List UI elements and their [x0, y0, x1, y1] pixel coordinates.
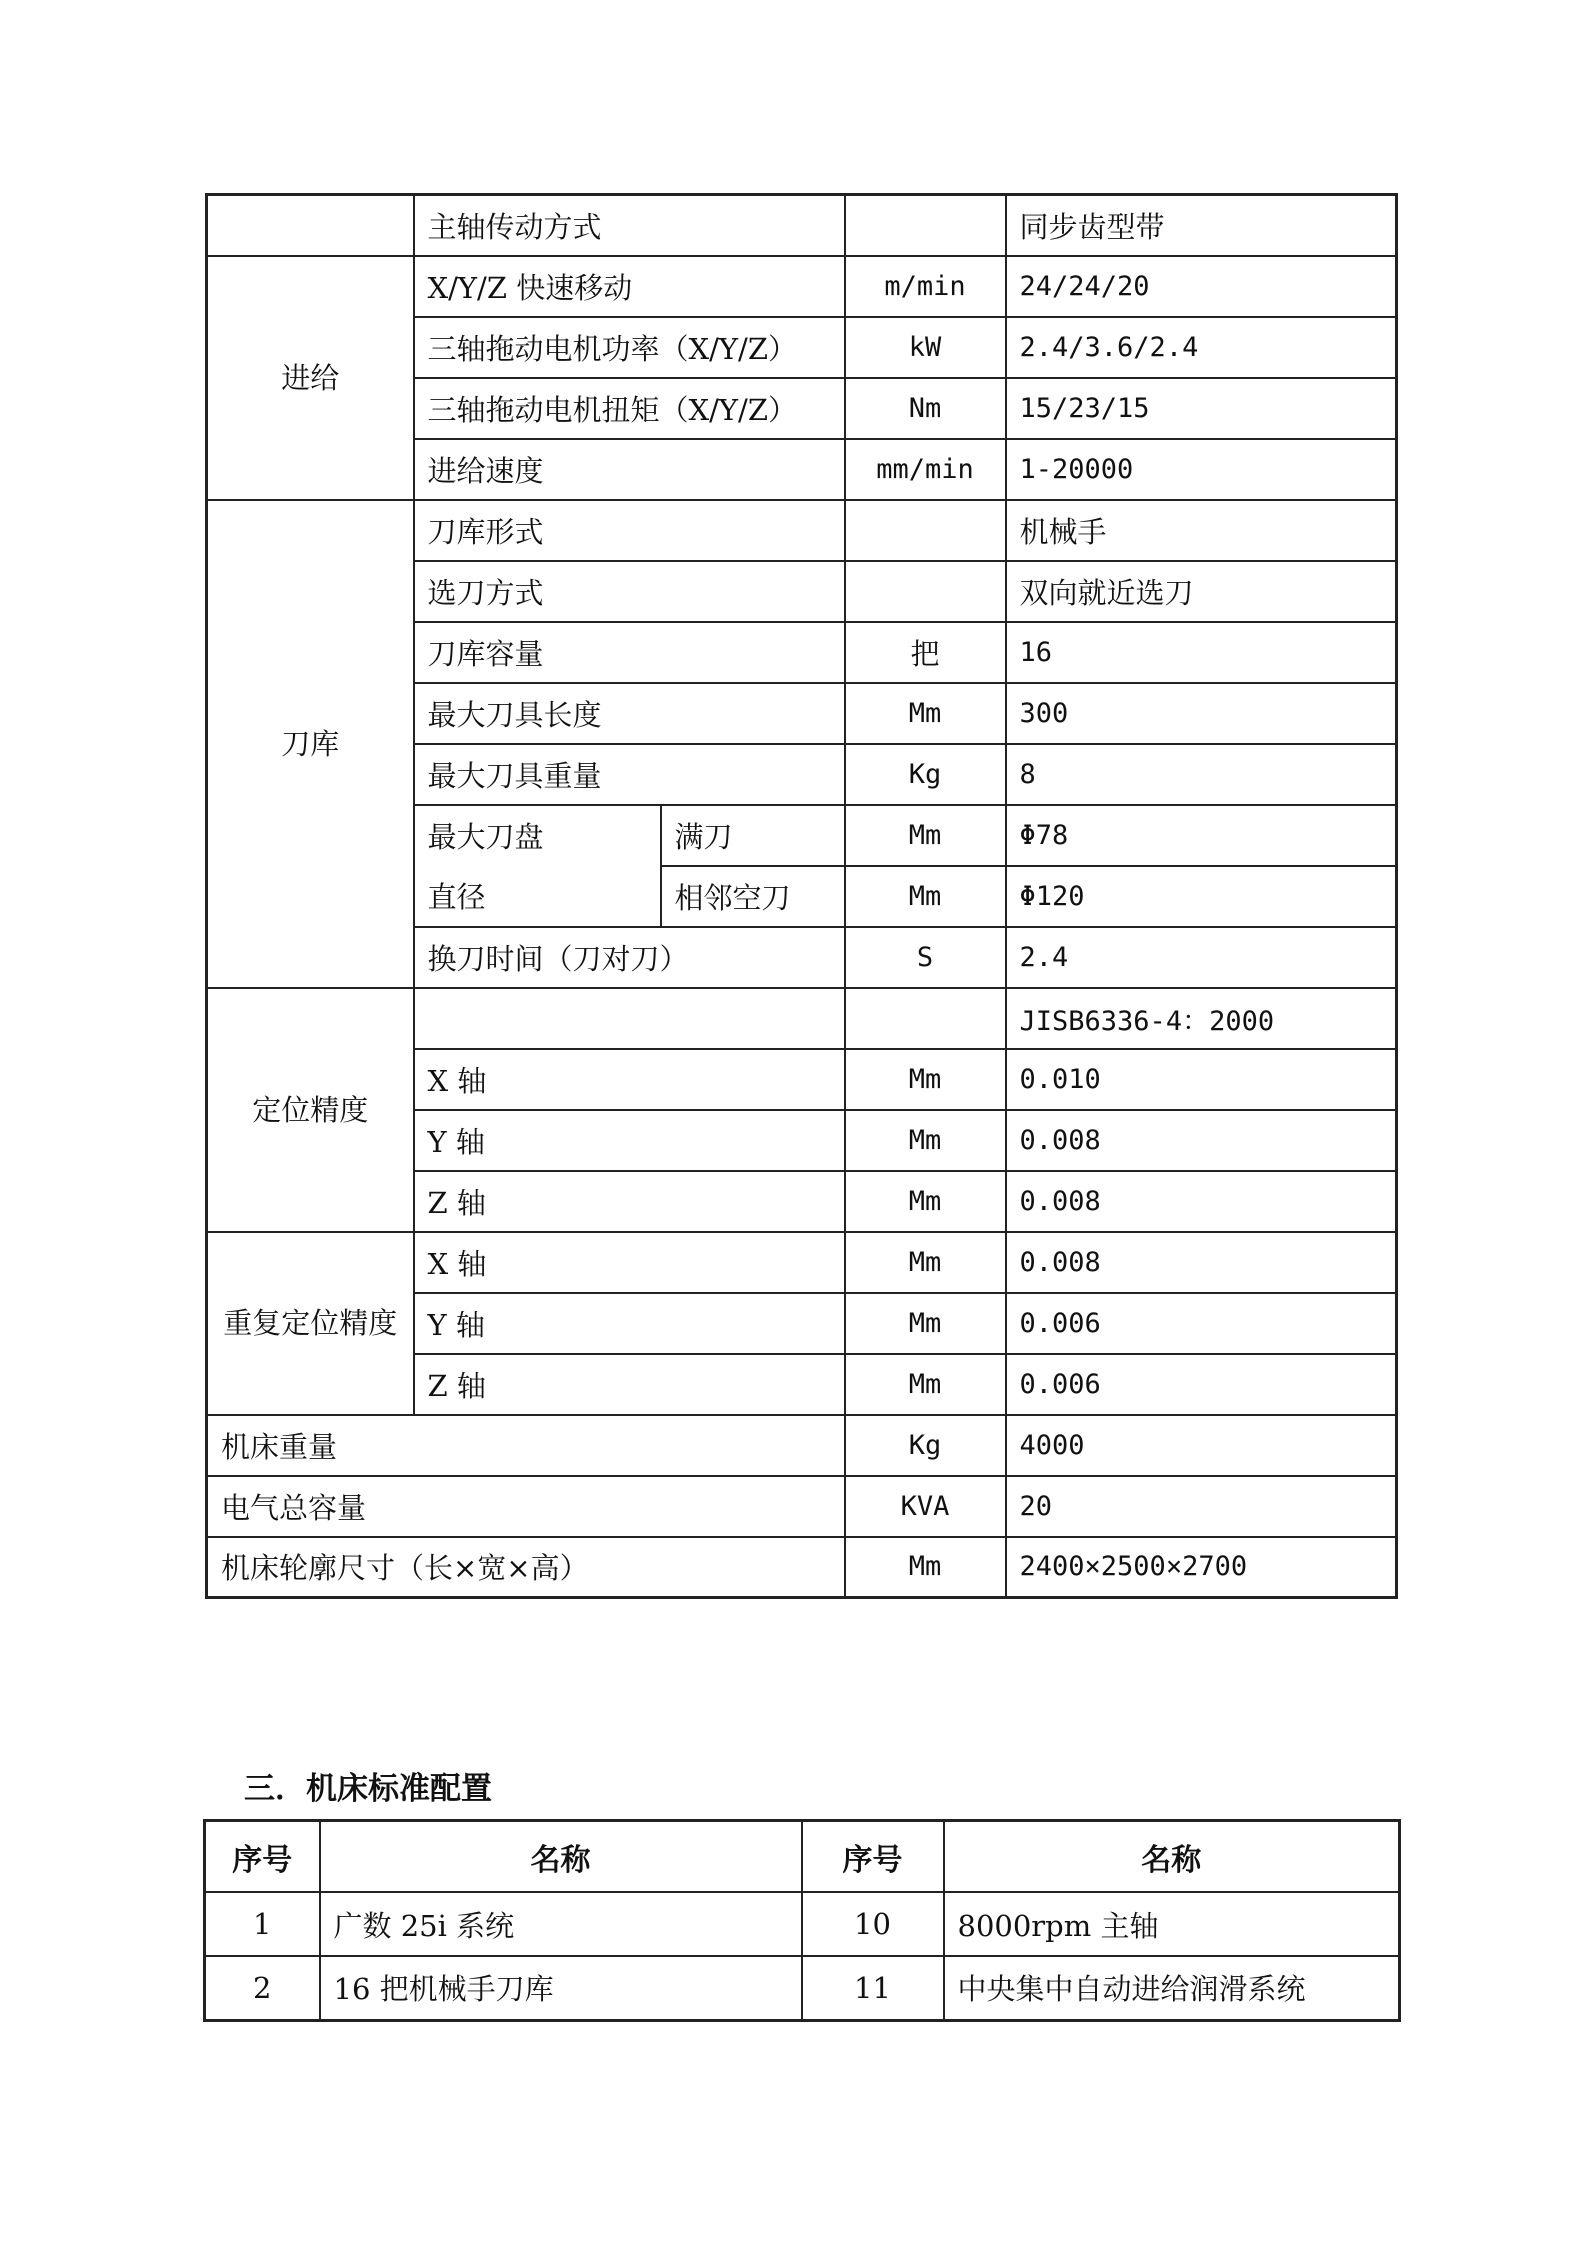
unit-cell: Nm — [845, 378, 1006, 439]
unit-cell: KVA — [845, 1476, 1006, 1537]
no-cell: 11 — [802, 1956, 944, 2020]
unit-cell: Mm — [845, 1171, 1006, 1232]
table-row — [207, 1232, 1397, 1293]
param-cell: 换刀时间（刀对刀） — [414, 927, 845, 988]
unit-cell: S — [845, 927, 1006, 988]
value-cell: 24/24/20 — [1006, 256, 1397, 317]
unit-cell: Mm — [845, 1537, 1006, 1598]
category-feed: 进给 — [207, 256, 414, 500]
param-cell: 刀库形式 — [414, 500, 845, 561]
param-cell: X/Y/Z 快速移动 — [414, 256, 845, 317]
unit-cell: kW — [845, 317, 1006, 378]
category-magazine: 刀库 — [207, 500, 414, 988]
max-dia-label-1: 最大刀盘 — [414, 805, 661, 866]
value-cell: 2400×2500×2700 — [1006, 1537, 1397, 1598]
param-cell: Z 轴 — [414, 1171, 845, 1232]
max-dia-label-2: 直径 — [414, 866, 661, 927]
unit-cell — [845, 988, 1006, 1049]
table-row — [205, 1956, 1400, 2020]
unit-cell: 把 — [845, 622, 1006, 683]
unit-cell: Mm — [845, 1049, 1006, 1110]
value-cell: 0.008 — [1006, 1232, 1397, 1293]
category-repeat: 重复定位精度 — [207, 1232, 414, 1415]
header-name: 名称 — [320, 1821, 802, 1893]
unit-cell: mm/min — [845, 439, 1006, 500]
section-title: 三．机床标准配置 — [244, 1771, 492, 1807]
unit-cell — [845, 500, 1006, 561]
value-cell: 机械手 — [1006, 500, 1397, 561]
unit-cell: m/min — [845, 256, 1006, 317]
table-row — [207, 1415, 1397, 1476]
value-cell: 16 — [1006, 622, 1397, 683]
table-row — [207, 195, 1397, 256]
table-row — [207, 500, 1397, 561]
name-cell: 中央集中自动进给润滑系统 — [944, 1956, 1400, 2020]
unit-cell: Mm — [845, 1232, 1006, 1293]
table-header-row — [205, 1821, 1400, 1893]
name-cell: 8000rpm 主轴 — [944, 1892, 1400, 1956]
value-cell: 2.4/3.6/2.4 — [1006, 317, 1397, 378]
value-cell: 0.006 — [1006, 1354, 1397, 1415]
table-row — [205, 1892, 1400, 1956]
standard-config-table — [203, 1819, 1401, 2022]
param-cell — [414, 988, 845, 1049]
unit-cell — [845, 561, 1006, 622]
param-cell: 进给速度 — [414, 439, 845, 500]
unit-cell: Mm — [845, 866, 1006, 927]
table-row — [207, 256, 1397, 317]
category-positioning: 定位精度 — [207, 988, 414, 1232]
table-row — [207, 1537, 1397, 1598]
value-cell: 15/23/15 — [1006, 378, 1397, 439]
value-cell: 1-20000 — [1006, 439, 1397, 500]
param-cell: 机床轮廓尺寸（长×宽×高） — [207, 1537, 845, 1598]
value-cell: 双向就近选刀 — [1006, 561, 1397, 622]
param-cell: 选刀方式 — [414, 561, 845, 622]
value-cell: 20 — [1006, 1476, 1397, 1537]
value-cell: 8 — [1006, 744, 1397, 805]
unit-cell: Mm — [845, 1293, 1006, 1354]
no-cell: 1 — [205, 1892, 320, 1956]
unit-cell: Mm — [845, 1354, 1006, 1415]
param-cell: 最大刀具重量 — [414, 744, 845, 805]
table-row — [207, 988, 1397, 1049]
table-row — [207, 1476, 1397, 1537]
unit-cell: Kg — [845, 744, 1006, 805]
param-cell: X 轴 — [414, 1232, 845, 1293]
param-cell: Z 轴 — [414, 1354, 845, 1415]
param-cell: 相邻空刀 — [661, 866, 845, 927]
no-cell: 2 — [205, 1956, 320, 2020]
param-cell: 满刀 — [661, 805, 845, 866]
name-cell: 广数 25i 系统 — [320, 1892, 802, 1956]
value-cell: 0.006 — [1006, 1293, 1397, 1354]
no-cell: 10 — [802, 1892, 944, 1956]
header-name: 名称 — [944, 1821, 1400, 1893]
unit-cell: Mm — [845, 1110, 1006, 1171]
param-cell: Y 轴 — [414, 1110, 845, 1171]
spec-table — [205, 193, 1398, 1599]
unit-cell — [845, 195, 1006, 256]
unit-cell: Mm — [845, 683, 1006, 744]
param-cell: 三轴拖动电机功率（X/Y/Z） — [414, 317, 845, 378]
standard-cell: JISB6336-4：2000 — [1006, 988, 1397, 1049]
param-cell: 三轴拖动电机扭矩（X/Y/Z） — [414, 378, 845, 439]
param-cell: 刀库容量 — [414, 622, 845, 683]
value-cell: 0.008 — [1006, 1110, 1397, 1171]
param-cell: 主轴传动方式 — [414, 195, 845, 256]
param-cell: Y 轴 — [414, 1293, 845, 1354]
unit-cell: Mm — [845, 805, 1006, 866]
value-cell: 4000 — [1006, 1415, 1397, 1476]
category-cell — [207, 195, 414, 256]
param-cell: 电气总容量 — [207, 1476, 845, 1537]
name-cell: 16 把机械手刀库 — [320, 1956, 802, 2020]
header-no: 序号 — [205, 1821, 320, 1893]
value-cell: 同步齿型带 — [1006, 195, 1397, 256]
param-cell: 最大刀具长度 — [414, 683, 845, 744]
value-cell: 300 — [1006, 683, 1397, 744]
value-cell: 0.010 — [1006, 1049, 1397, 1110]
value-cell: Φ120 — [1006, 866, 1397, 927]
value-cell: 0.008 — [1006, 1171, 1397, 1232]
value-cell: Φ78 — [1006, 805, 1397, 866]
param-cell: X 轴 — [414, 1049, 845, 1110]
param-cell: 机床重量 — [207, 1415, 845, 1476]
header-no: 序号 — [802, 1821, 944, 1893]
unit-cell: Kg — [845, 1415, 1006, 1476]
value-cell: 2.4 — [1006, 927, 1397, 988]
